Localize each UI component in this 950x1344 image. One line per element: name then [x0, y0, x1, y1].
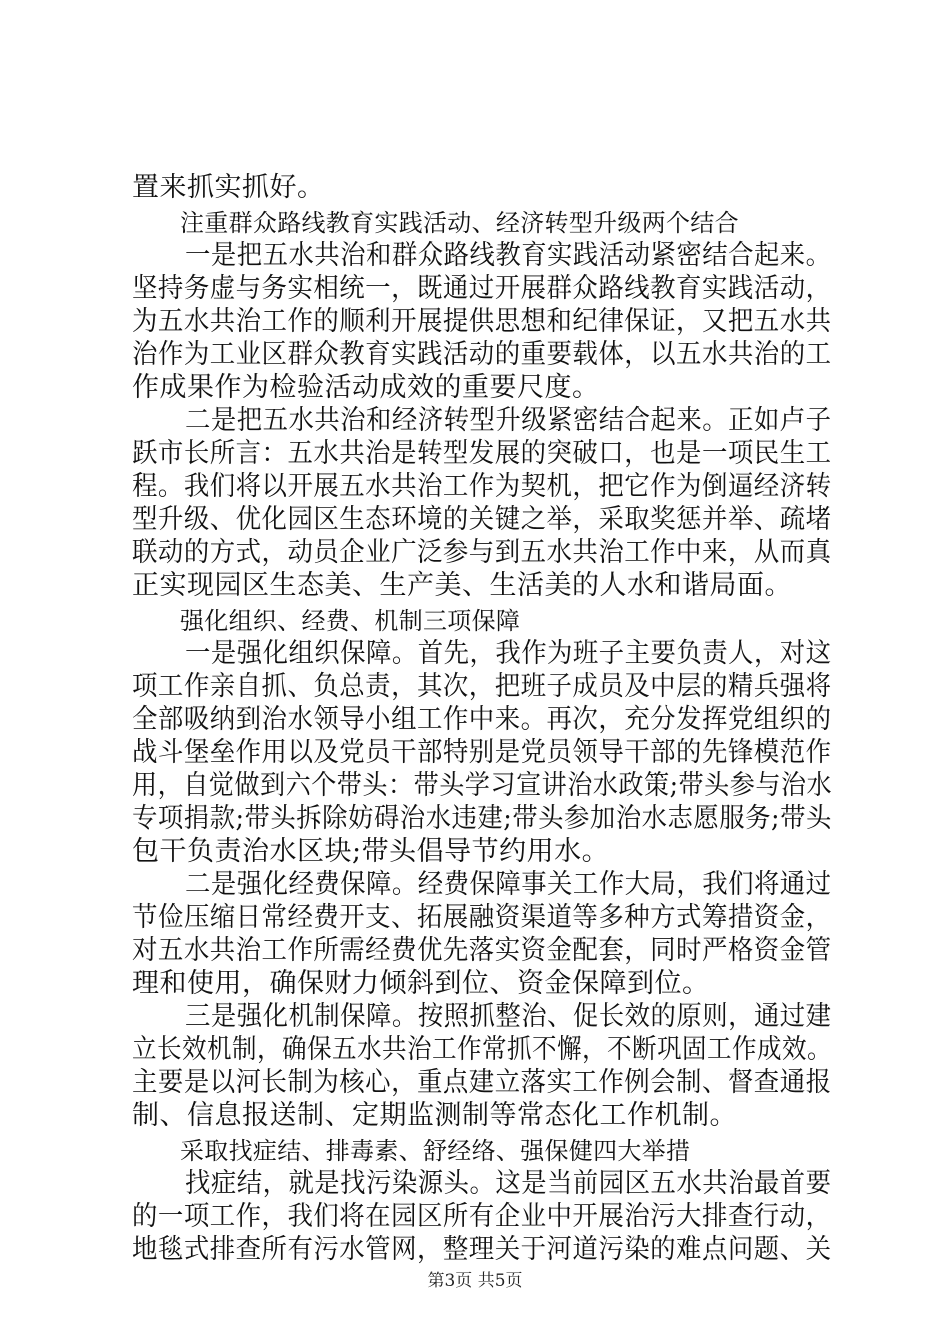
text-line: 制、信息报送制、定期监测制等常态化工作机制。 — [132, 1100, 737, 1131]
page-number-footer: 第3页 共5页 — [427, 1271, 523, 1291]
text-line: 跃市长所言：五水共治是转型发展的突破口，也是一项民生工 — [132, 438, 832, 469]
text-line: 程。我们将以开展五水共治工作为契机，把它作为倒逼经济转 — [132, 471, 832, 502]
text-line: 战斗堡垒作用以及党员干部特别是党员领导干部的先锋模范作 — [132, 737, 832, 768]
text-line: 包干负责治水区块;带头倡导节约用水。 — [132, 836, 610, 867]
paragraph-first-line: 一是把五水共治和群众路线教育实践活动紧密结合起来。 — [185, 240, 832, 271]
text-line: 联动的方式，动员企业广泛参与到五水共治工作中来，从而真 — [132, 537, 832, 568]
text-line: 主要是以河长制为核心，重点建立落实工作例会制、督查通报 — [132, 1067, 832, 1098]
text-line: 型升级、优化园区生态环境的关键之举，采取奖惩并举、疏堵 — [132, 504, 832, 535]
text-line: 节俭压缩日常经费开支、拓展融资渠道等多种方式筹措资金， — [132, 902, 832, 933]
text-line: 正实现园区生态美、生产美、生活美的人水和谐局面。 — [132, 570, 792, 601]
text-line: 坚持务虚与务实相统一，既通过开展群众路线教育实践活动， — [132, 273, 832, 304]
text-line: 专项捐款;带头拆除妨碍治水违建;带头参加治水志愿服务;带头 — [132, 803, 832, 834]
text-line: 全部吸纳到治水领导小组工作中来。再次，充分发挥党组织的 — [132, 704, 832, 735]
paragraph-first-line: 一是强化组织保障。首先，我作为班子主要负责人，对这 — [185, 638, 832, 669]
section-heading: 注重群众路线教育实践活动、经济转型升级两个结合 — [180, 209, 739, 237]
paragraph-first-line: 二是把五水共治和经济转型升级紧密结合起来。正如卢子 — [185, 405, 832, 436]
text-line: 为五水共治工作的顺利开展提供思想和纪律保证，又把五水共 — [132, 306, 832, 337]
section-heading: 强化组织、经费、机制三项保障 — [180, 607, 521, 635]
text-line: 项工作亲自抓、负总责，其次，把班子成员及中层的精兵强将 — [132, 671, 832, 702]
text-line: 对五水共治工作所需经费优先落实资金配套，同时严格资金管 — [132, 935, 832, 966]
text-line: 置来抓实抓好。 — [132, 172, 325, 203]
paragraph-first-line: 三是强化机制保障。按照抓整治、促长效的原则，通过建 — [185, 1001, 832, 1032]
text-line: 地毯式排查所有污水管网，整理关于河道污染的难点问题、关 — [132, 1234, 832, 1265]
text-line: 立长效机制，确保五水共治工作常抓不懈，不断巩固工作成效。 — [132, 1034, 833, 1065]
paragraph-first-line: 找症结，就是找污染源头。这是当前园区五水共治最首要 — [185, 1168, 832, 1199]
text-line: 用，自觉做到六个带头：带头学习宣讲治水政策;带头参与治水 — [132, 770, 833, 801]
text-line: 治作为工业区群众教育实践活动的重要载体，以五水共治的工 — [132, 339, 832, 370]
text-line: 的一项工作，我们将在园区所有企业中开展治污大排查行动， — [132, 1201, 832, 1232]
paragraph-first-line: 二是强化经费保障。经费保障事关工作大局，我们将通过 — [185, 869, 832, 900]
text-line: 作成果作为检验活动成效的重要尺度。 — [132, 372, 600, 403]
section-heading: 采取找症结、排毒素、舒经络、强保健四大举措 — [180, 1137, 691, 1165]
text-line: 理和使用，确保财力倾斜到位、资金保障到位。 — [132, 968, 710, 999]
